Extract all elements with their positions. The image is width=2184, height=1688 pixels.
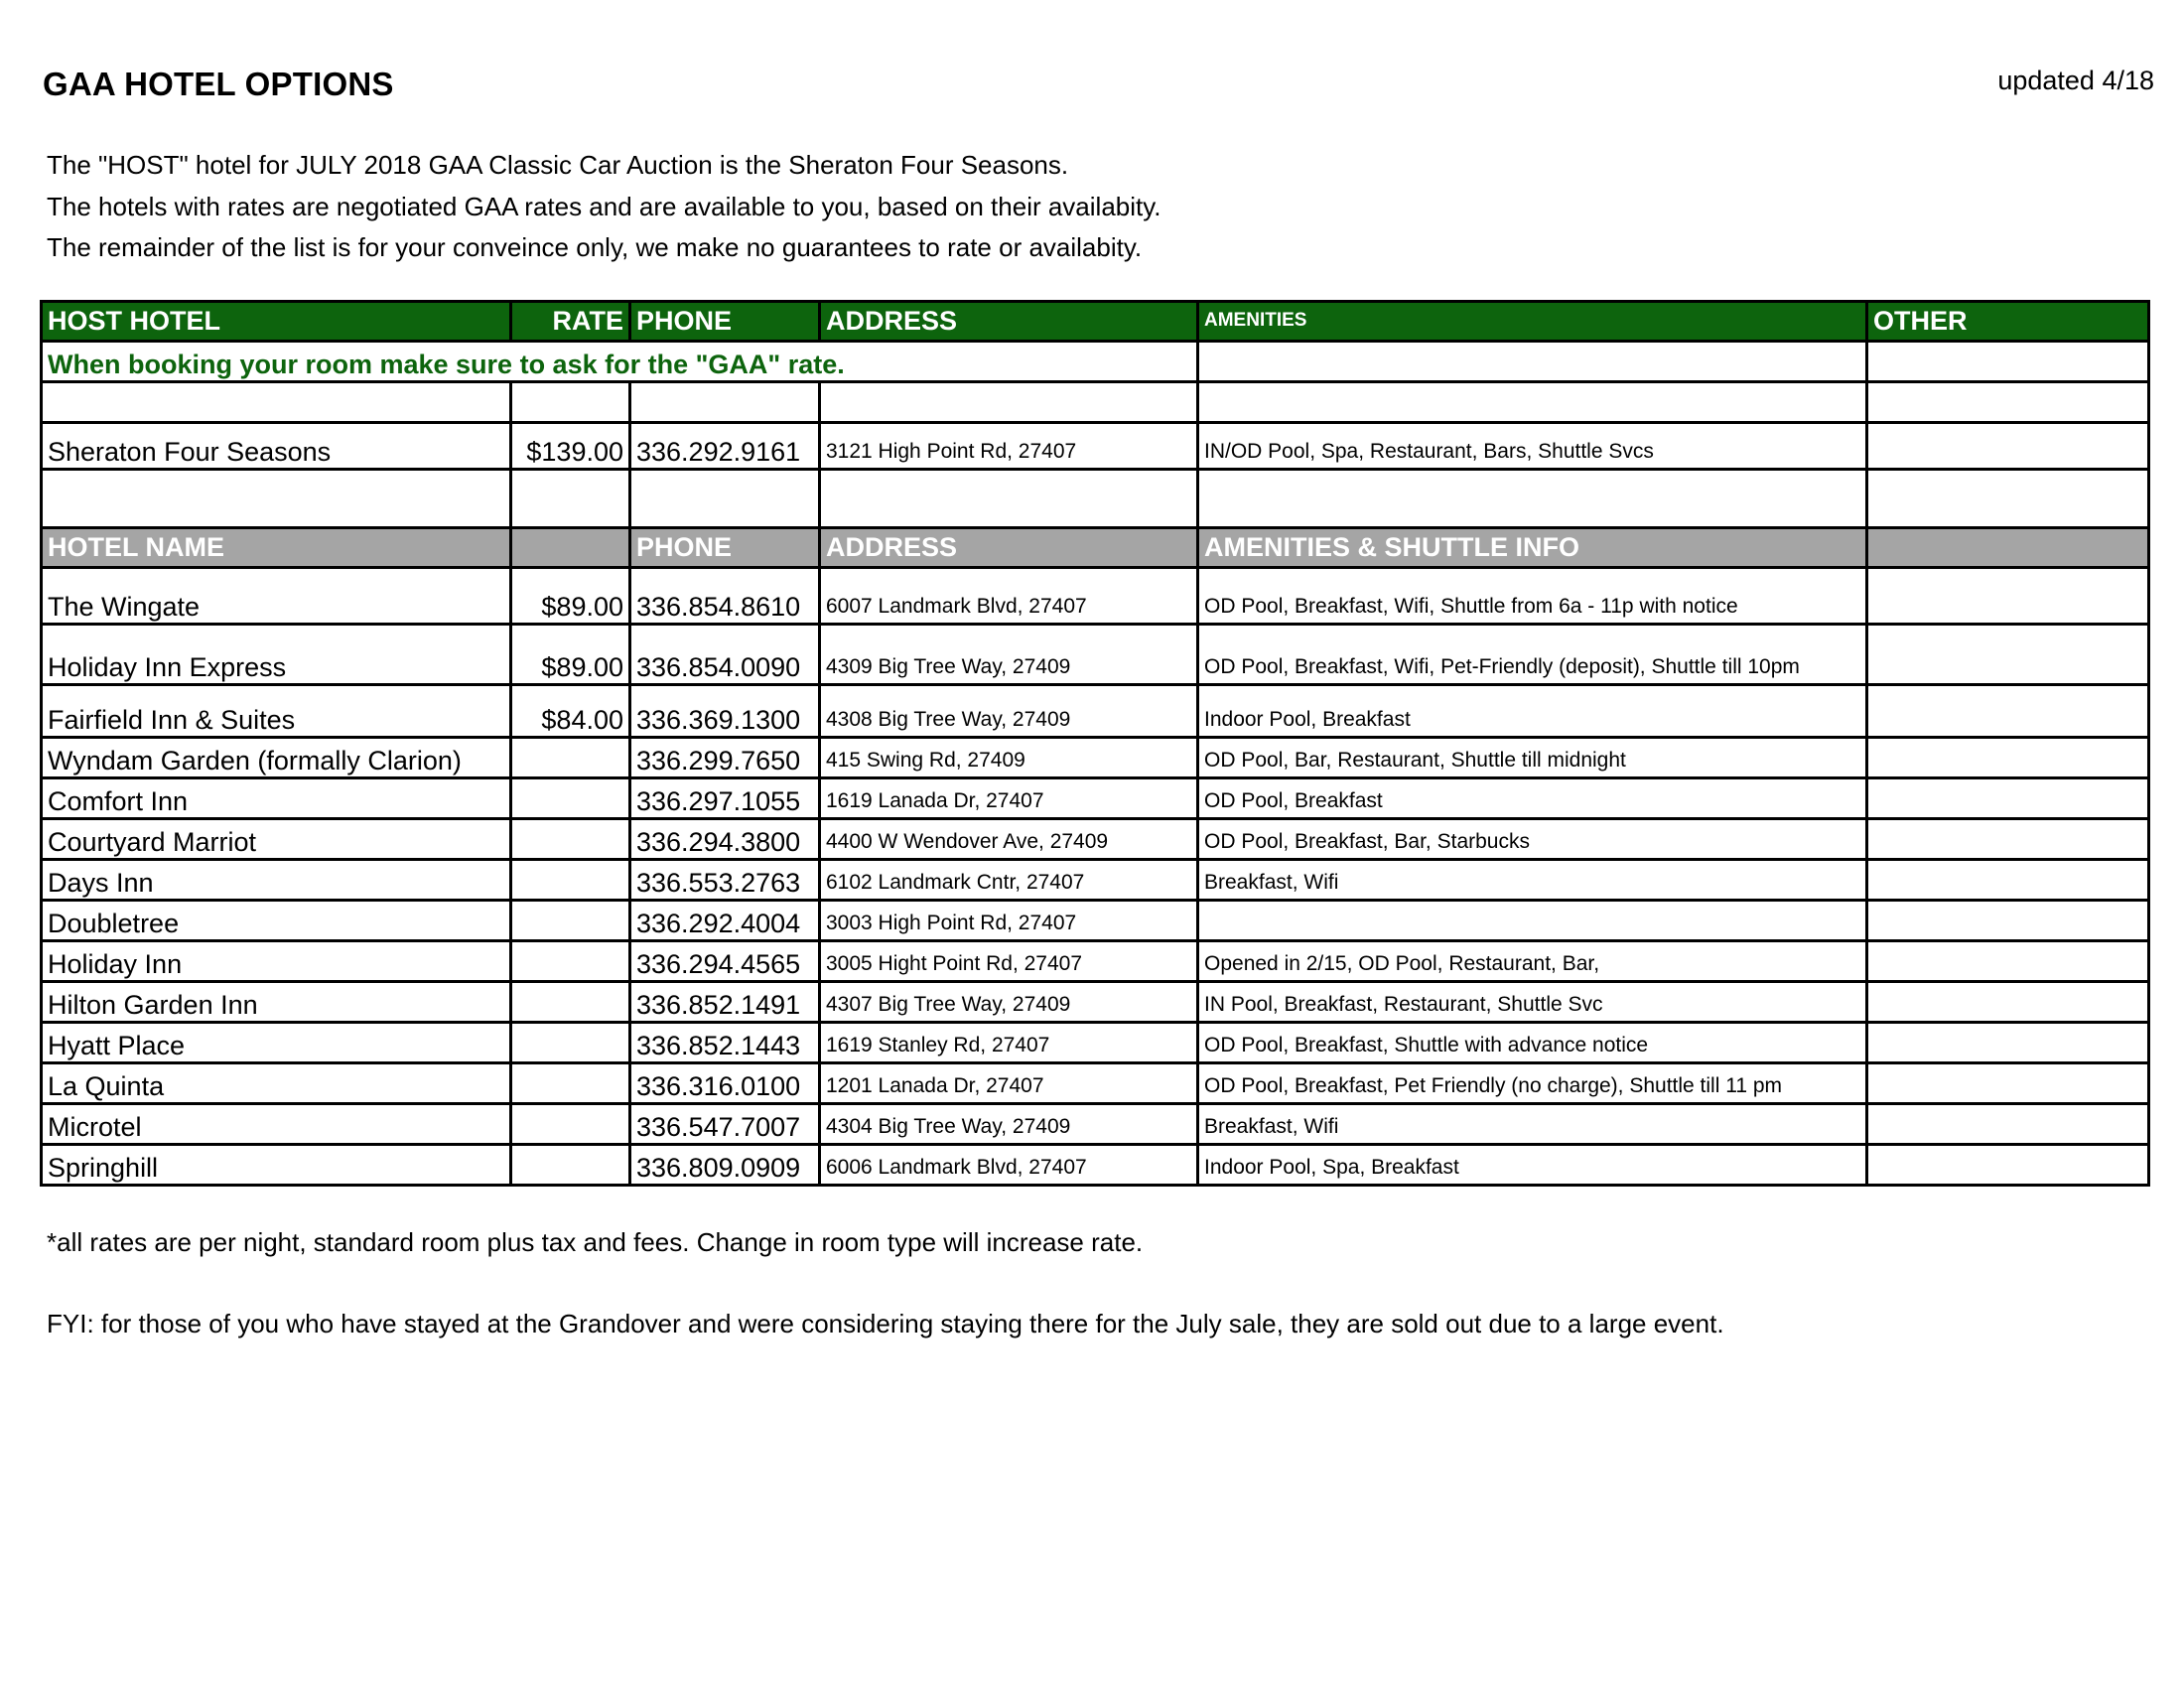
table-row [42,568,2149,625]
hotel-rate [511,1145,630,1186]
hotel-rate [511,778,630,819]
hotel-table [40,300,2150,1187]
col-header-address: ADDRESS [820,528,1198,568]
hotel-name: Springhill [42,1145,511,1186]
hotel-address: 1619 Lanada Dr, 27407 [820,778,1198,819]
hotel-phone: 336.854.0090 [630,625,820,685]
hotel-other [1867,568,2149,625]
hotel-amenities: OD Pool, Breakfast, Wifi, Pet-Friendly (deposit), Shuttle till 10pm [1198,625,1867,685]
hotel-rate: $89.00 [511,625,630,685]
hotel-name: Sheraton Four Seasons [42,423,511,470]
hotel-rate [511,1104,630,1145]
hotel-amenities: OD Pool, Breakfast, Shuttle with advance notice [1198,1023,1867,1063]
hotel-amenities: Breakfast, Wifi [1198,860,1867,901]
hotel-amenities: OD Pool, Bar, Restaurant, Shuttle till midnight [1198,738,1867,778]
hotel-phone: 336.292.4004 [630,901,820,941]
table-row [42,738,2149,778]
hotel-name: Hyatt Place [42,1023,511,1063]
hotel-phone: 336.547.7007 [630,1104,820,1145]
hotel-other [1867,982,2149,1023]
hotel-phone: 336.852.1443 [630,1023,820,1063]
hotel-other [1867,738,2149,778]
col-header-amenities-shuttle: AMENITIES & SHUTTLE INFO [1198,528,1867,568]
hotel-amenities: Indoor Pool, Spa, Breakfast [1198,1145,1867,1186]
hotel-amenities: OD Pool, Breakfast, Bar, Starbucks [1198,819,1867,860]
hotel-other [1867,1063,2149,1104]
table-row [42,941,2149,982]
hotel-other [1867,423,2149,470]
hotel-rate [511,941,630,982]
col-header-address: ADDRESS [820,302,1198,342]
hotel-other [1867,860,2149,901]
hotel-phone: 336.852.1491 [630,982,820,1023]
rate-footnote: *all rates are per night, standard room plus tax and fees. Change in room type will increase rate. [47,1227,1144,1257]
hotel-name: Comfort Inn [42,778,511,819]
hotel-rate: $139.00 [511,423,630,470]
col-header-host-hotel: HOST HOTEL [42,302,511,342]
col-header-phone: PHONE [630,302,820,342]
table-row [42,901,2149,941]
hotel-amenities: OD Pool, Breakfast [1198,778,1867,819]
host-hotel-row [42,423,2149,470]
hotel-rate [511,1063,630,1104]
col-header-other: OTHER [1867,302,2149,342]
hotel-amenities: OD Pool, Breakfast, Pet Friendly (no charge), Shuttle till 11 pm [1198,1063,1867,1104]
hotel-phone: 336.292.9161 [630,423,820,470]
hotel-phone: 336.369.1300 [630,685,820,738]
hotel-phone: 336.854.8610 [630,568,820,625]
hotel-address: 4304 Big Tree Way, 27409 [820,1104,1198,1145]
hotel-address: 3121 High Point Rd, 27407 [820,423,1198,470]
hotel-other [1867,941,2149,982]
table-row [42,1104,2149,1145]
hotel-phone: 336.294.4565 [630,941,820,982]
hotel-address: 4308 Big Tree Way, 27409 [820,685,1198,738]
hotel-name: Days Inn [42,860,511,901]
col-header-rate: RATE [511,302,630,342]
hotel-phone: 336.294.3800 [630,819,820,860]
booking-note-row [42,342,2149,382]
hotel-address: 4309 Big Tree Way, 27409 [820,625,1198,685]
hotel-address: 1201 Lanada Dr, 27407 [820,1063,1198,1104]
table-row [42,778,2149,819]
table-row [42,819,2149,860]
hotel-amenities: Breakfast, Wifi [1198,1104,1867,1145]
hotel-amenities: IN Pool, Breakfast, Restaurant, Shuttle Svc [1198,982,1867,1023]
hotel-name: Wyndam Garden (formally Clarion) [42,738,511,778]
hotel-rows [42,568,2149,1186]
hotel-address: 6102 Landmark Cntr, 27407 [820,860,1198,901]
hotel-phone: 336.553.2763 [630,860,820,901]
col-header-other [1867,528,2149,568]
hotel-phone: 336.809.0909 [630,1145,820,1186]
hotel-name: Holiday Inn Express [42,625,511,685]
hotel-rate [511,860,630,901]
col-header-phone: PHONE [630,528,820,568]
hotel-other [1867,901,2149,941]
hotel-name: La Quinta [42,1063,511,1104]
hotel-address: 6006 Landmark Blvd, 27407 [820,1145,1198,1186]
col-header-rate [511,528,630,568]
hotel-other [1867,778,2149,819]
hotel-amenities: Opened in 2/15, OD Pool, Restaurant, Bar, [1198,941,1867,982]
hotel-name: Fairfield Inn & Suites [42,685,511,738]
hotels-header-row [42,528,2149,568]
hotel-name: Courtyard Marriot [42,819,511,860]
intro-line: The "HOST" hotel for JULY 2018 GAA Classic Car Auction is the Sheraton Four Seasons. [47,150,1069,180]
col-header-amenities: AMENITIES [1198,302,1867,342]
hotel-amenities: OD Pool, Breakfast, Wifi, Shuttle from 6a - 11p with notice [1198,568,1867,625]
table-row [42,860,2149,901]
intro-text [47,145,1161,269]
hotel-address: 415 Swing Rd, 27409 [820,738,1198,778]
intro-line: The remainder of the list is for your conveince only, we make no guarantees to rate or availabity. [47,232,1143,262]
hotel-other [1867,685,2149,738]
host-header-row [42,302,2149,342]
fyi-note: FYI: for those of you who have stayed at the Grandover and were considering staying there for the July sale, they are sold out due to a large event. [47,1309,1724,1338]
hotel-name: The Wingate [42,568,511,625]
hotel-name: Doubletree [42,901,511,941]
hotel-rate [511,982,630,1023]
col-header-hotel-name: HOTEL NAME [42,528,511,568]
hotel-phone: 336.316.0100 [630,1063,820,1104]
table-row [42,625,2149,685]
booking-note: When booking your room make sure to ask for the "GAA" rate. [42,342,1198,382]
hotel-address: 6007 Landmark Blvd, 27407 [820,568,1198,625]
hotel-rate: $89.00 [511,568,630,625]
hotel-other [1867,1023,2149,1063]
table-row [42,982,2149,1023]
page-title: GAA HOTEL OPTIONS [43,66,394,102]
hotel-address: 3003 High Point Rd, 27407 [820,901,1198,941]
table-row [42,685,2149,738]
hotel-name: Hilton Garden Inn [42,982,511,1023]
hotel-phone: 336.297.1055 [630,778,820,819]
hotel-amenities: Indoor Pool, Breakfast [1198,685,1867,738]
table-row [42,1023,2149,1063]
hotel-other [1867,819,2149,860]
hotel-amenities [1198,901,1867,941]
hotel-address: 4307 Big Tree Way, 27409 [820,982,1198,1023]
hotel-rate [511,819,630,860]
intro-line: The hotels with rates are negotiated GAA rates and are available to you, based on their availabity. [47,191,1161,221]
hotel-amenities: IN/OD Pool, Spa, Restaurant, Bars, Shuttle Svcs [1198,423,1867,470]
hotel-phone: 336.299.7650 [630,738,820,778]
hotel-name: Holiday Inn [42,941,511,982]
table-row [42,1145,2149,1186]
hotel-other [1867,625,2149,685]
hotel-other [1867,1145,2149,1186]
hotel-other [1867,1104,2149,1145]
hotel-address: 3005 Hight Point Rd, 27407 [820,941,1198,982]
updated-date: updated 4/18 [1997,66,2154,95]
hotel-rate [511,738,630,778]
spacer-row [42,470,2149,528]
hotel-name: Microtel [42,1104,511,1145]
hotel-rate: $84.00 [511,685,630,738]
hotel-rate [511,1023,630,1063]
hotel-address: 4400 W Wendover Ave, 27409 [820,819,1198,860]
hotel-rate [511,901,630,941]
table-row [42,1063,2149,1104]
spacer-row [42,382,2149,423]
hotel-address: 1619 Stanley Rd, 27407 [820,1023,1198,1063]
